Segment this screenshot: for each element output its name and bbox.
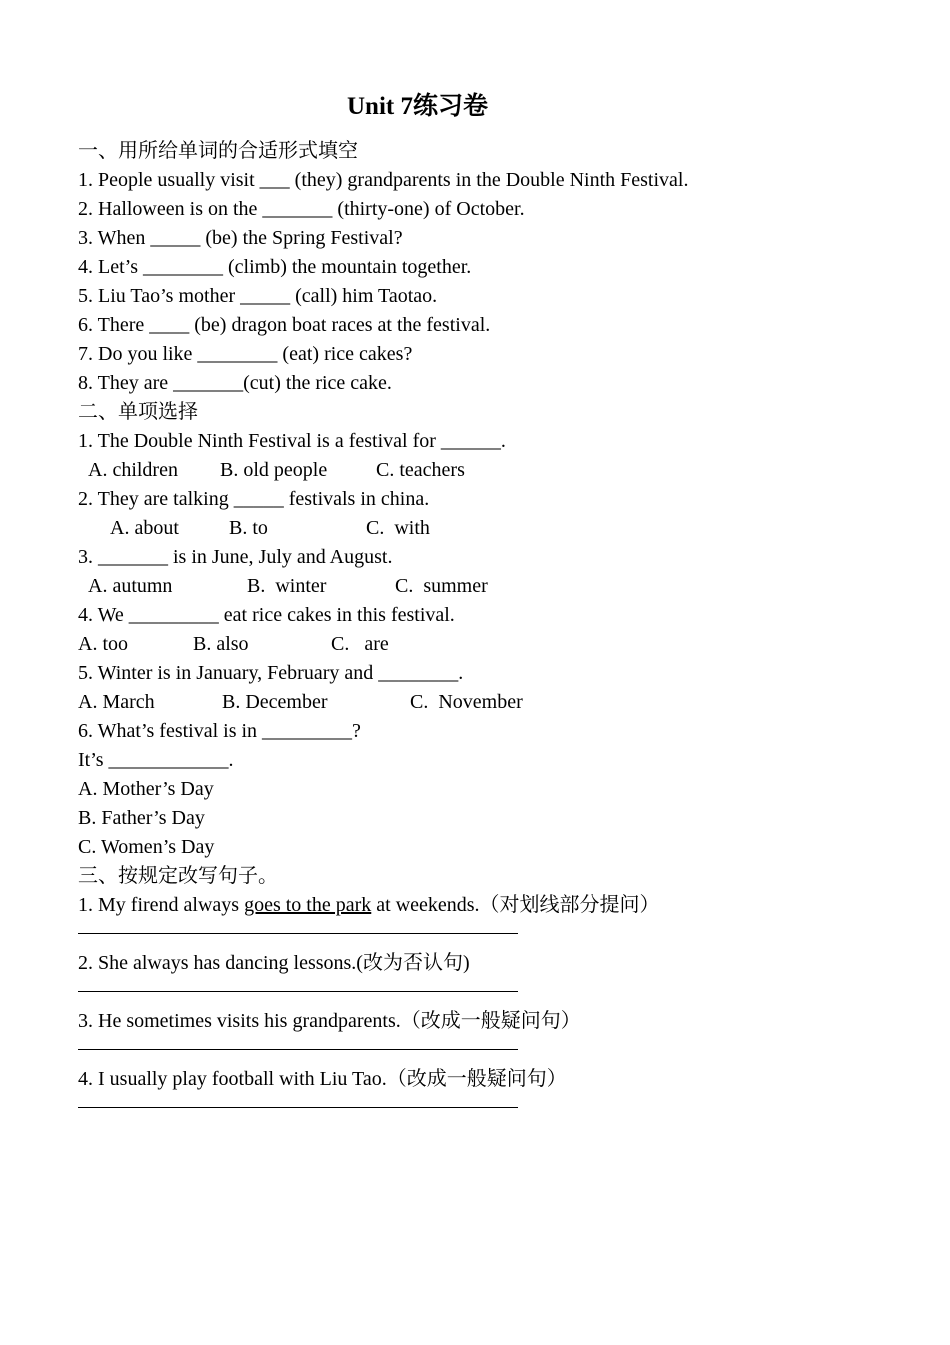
option-a: A. about (110, 517, 179, 539)
option-b: B. December (222, 691, 328, 713)
option-b: B. also (193, 633, 249, 655)
option-c: C. November (410, 691, 523, 713)
option-a: A. autumn (88, 575, 173, 597)
option-c: C. are (331, 633, 389, 655)
mc-question-2: 2. They are talking _____ festivals in china. (78, 488, 430, 510)
option-a: A. Mother’s Day (78, 778, 214, 800)
section1-question: 4. Let’s ________ (climb) the mountain together. (78, 256, 472, 278)
mc-options-1 (78, 456, 878, 485)
rewrite-question-2: 2. She always has dancing lessons.(改为否认句) (78, 952, 470, 974)
section1-question: 1. People usually visit ___ (they) grandparents in the Double Ninth Festival. (78, 169, 689, 191)
answer-line (78, 933, 518, 934)
mc-options-2 (78, 514, 878, 543)
section1-question: 2. Halloween is on the _______ (thirty-one) of October. (78, 198, 525, 220)
option-b: B. Father’s Day (78, 807, 205, 829)
page-title: Unit 7练习卷 (347, 93, 488, 120)
mc-question-5: 5. Winter is in January, February and ________. (78, 662, 464, 684)
worksheet-content (78, 137, 878, 1123)
question-text: 1. My firend always (78, 894, 245, 916)
option-b: B. winter (247, 575, 327, 597)
question-instruction: at weekends.（对划线部分提问） (371, 894, 660, 916)
option-a: A. too (78, 633, 128, 655)
option-a: A. March (78, 691, 155, 713)
rewrite-question-4: 4. I usually play football with Liu Tao.（改成一般疑问句） (78, 1068, 567, 1090)
option-b: B. old people (220, 459, 328, 481)
option-c: C. teachers (376, 459, 465, 481)
section1-question: 6. There ____ (be) dragon boat races at the festival. (78, 314, 491, 336)
section3-heading: 三、按规定改写句子。 (78, 865, 278, 887)
mc-question-4: 4. We _________ eat rice cakes in this festival. (78, 604, 455, 626)
option-c: C. summer (395, 575, 488, 597)
answer-line (78, 991, 518, 992)
section1-question: 3. When _____ (be) the Spring Festival? (78, 227, 403, 249)
rewrite-question-1 (78, 891, 878, 920)
rewrite-question-3: 3. He sometimes visits his grandparents.（改成一般疑问句） (78, 1010, 581, 1032)
mc-question-6-answer-line: It’s ____________. (78, 749, 234, 771)
mc-question-1: 1. The Double Ninth Festival is a festival for ______. (78, 430, 506, 452)
mc-question-3: 3. _______ is in June, July and August. (78, 546, 393, 568)
underlined-phrase: goes to the park (244, 894, 372, 916)
option-a: A. children (88, 459, 178, 481)
section1-question: 8. They are _______(cut) the rice cake. (78, 372, 392, 394)
answer-line (78, 1107, 518, 1108)
option-c: C. with (366, 517, 430, 539)
mc-question-6: 6. What’s festival is in _________? (78, 720, 361, 742)
answer-line (78, 1049, 518, 1050)
section1-heading: 一、用所给单词的合适形式填空 (78, 140, 358, 162)
mc-options-5 (78, 688, 878, 717)
option-b: B. to (229, 517, 268, 539)
section1-question: 5. Liu Tao’s mother _____ (call) him Taotao. (78, 285, 438, 307)
section2-heading: 二、单项选择 (78, 401, 198, 423)
option-c: C. Women’s Day (78, 836, 215, 858)
mc-options-4 (78, 630, 878, 659)
mc-options-3 (78, 572, 878, 601)
section1-question: 7. Do you like ________ (eat) rice cakes? (78, 343, 413, 365)
